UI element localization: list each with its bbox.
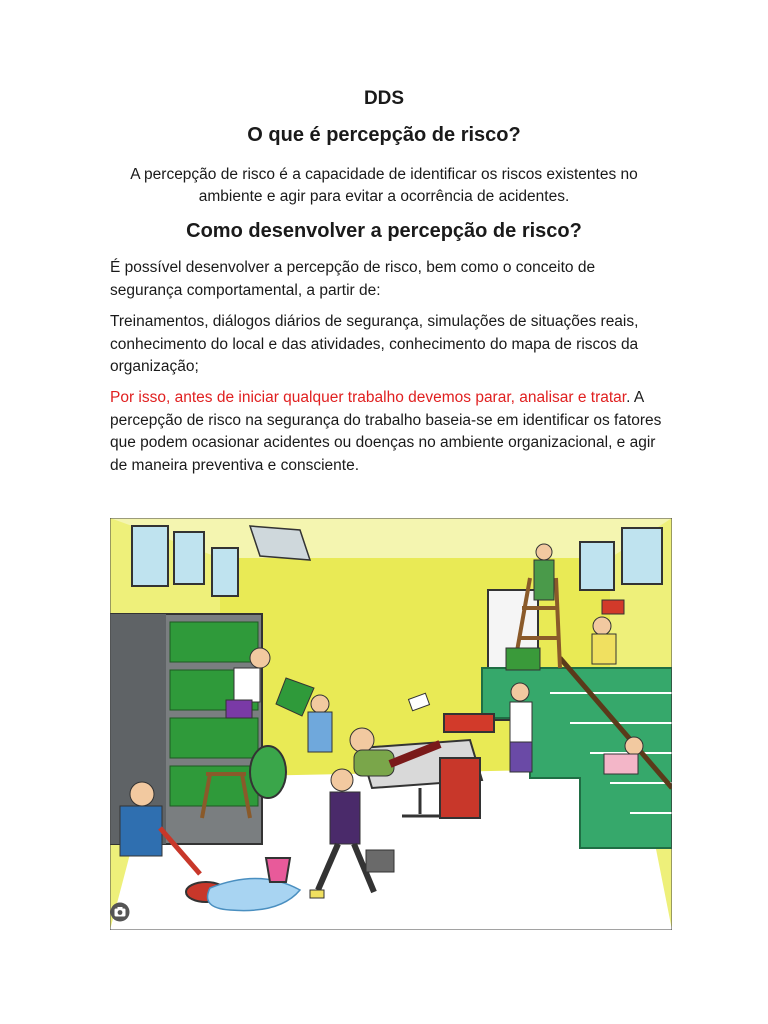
ladder-worker-body: [534, 560, 554, 600]
climbing-woman-skirt: [226, 700, 252, 718]
ladder-worker-head: [536, 544, 552, 560]
paragraph-intro: É possível desenvolver a percepção de risco, bem como o conceito de segurança comportamental, a partir de:: [110, 259, 596, 299]
standing-man-body: [510, 702, 532, 742]
toolbox: [506, 648, 540, 670]
welder-body: [120, 806, 162, 856]
running-boy-head: [593, 617, 611, 635]
red-book: [602, 600, 624, 614]
paragraph-conclusion: [110, 387, 662, 477]
running-boy-body: [592, 634, 616, 664]
highlighted-text: Por isso, antes de iniciar qualquer trabalho devemos parar, analisar e tratar: [110, 389, 627, 406]
desk-drawer: [440, 758, 480, 818]
welder-head: [130, 782, 154, 806]
window-right-1: [622, 528, 662, 584]
bucket: [266, 858, 290, 882]
walking-man-head: [331, 769, 353, 791]
definition-paragraph: A percepção de risco é a capacidade de identificar os riscos existentes no ambiente e agir para evitar a ocorrência de acidentes.: [130, 166, 638, 205]
standing-man-legs: [510, 742, 532, 772]
gas-worker-body: [308, 712, 332, 752]
standing-man-head: [511, 683, 529, 701]
window-left-1: [132, 526, 168, 586]
falling-man-head: [350, 728, 374, 752]
ceiling-lamp: [250, 526, 310, 560]
gas-cylinder: [250, 746, 286, 798]
section-title-how-to: Como desenvolver a percepção de risco?: [186, 220, 582, 242]
illustration-drawing: [110, 518, 672, 930]
climbing-woman-body: [234, 668, 260, 702]
fallen-woman-head: [625, 737, 643, 755]
camera-icon[interactable]: [110, 902, 130, 922]
climbing-woman-head: [250, 648, 270, 668]
red-table: [444, 714, 494, 732]
fallen-woman-body: [604, 754, 638, 774]
workplace-hazards-illustration: [110, 518, 672, 930]
paragraph-methods: Treinamentos, diálogos diários de segurança, simulações de situações reais, conhecimento do local e das atividades, conhecimento do mapa de riscos da organização;: [110, 313, 639, 375]
window-left-3: [212, 548, 238, 596]
gas-worker-head: [311, 695, 329, 713]
walking-man-body: [330, 792, 360, 844]
document-heading: DDS: [363, 88, 405, 109]
window-right-2: [580, 542, 614, 590]
falling-man-body: [354, 750, 394, 776]
camera-icon-graphic: [110, 902, 130, 922]
window-left-2: [174, 532, 204, 584]
paragraph-conclusion-rest: . A percepção de risco na segurança do trabalho baseia-se em identificar os fatores que podem ocasionar acidentes ou doenças no ambiente organizacional, e agir de maneira preventiva e consciente.: [110, 389, 662, 474]
section-title-what-is: O que é percepção de risco?: [247, 124, 521, 146]
soap-bar: [310, 890, 324, 898]
briefcase: [366, 850, 394, 872]
